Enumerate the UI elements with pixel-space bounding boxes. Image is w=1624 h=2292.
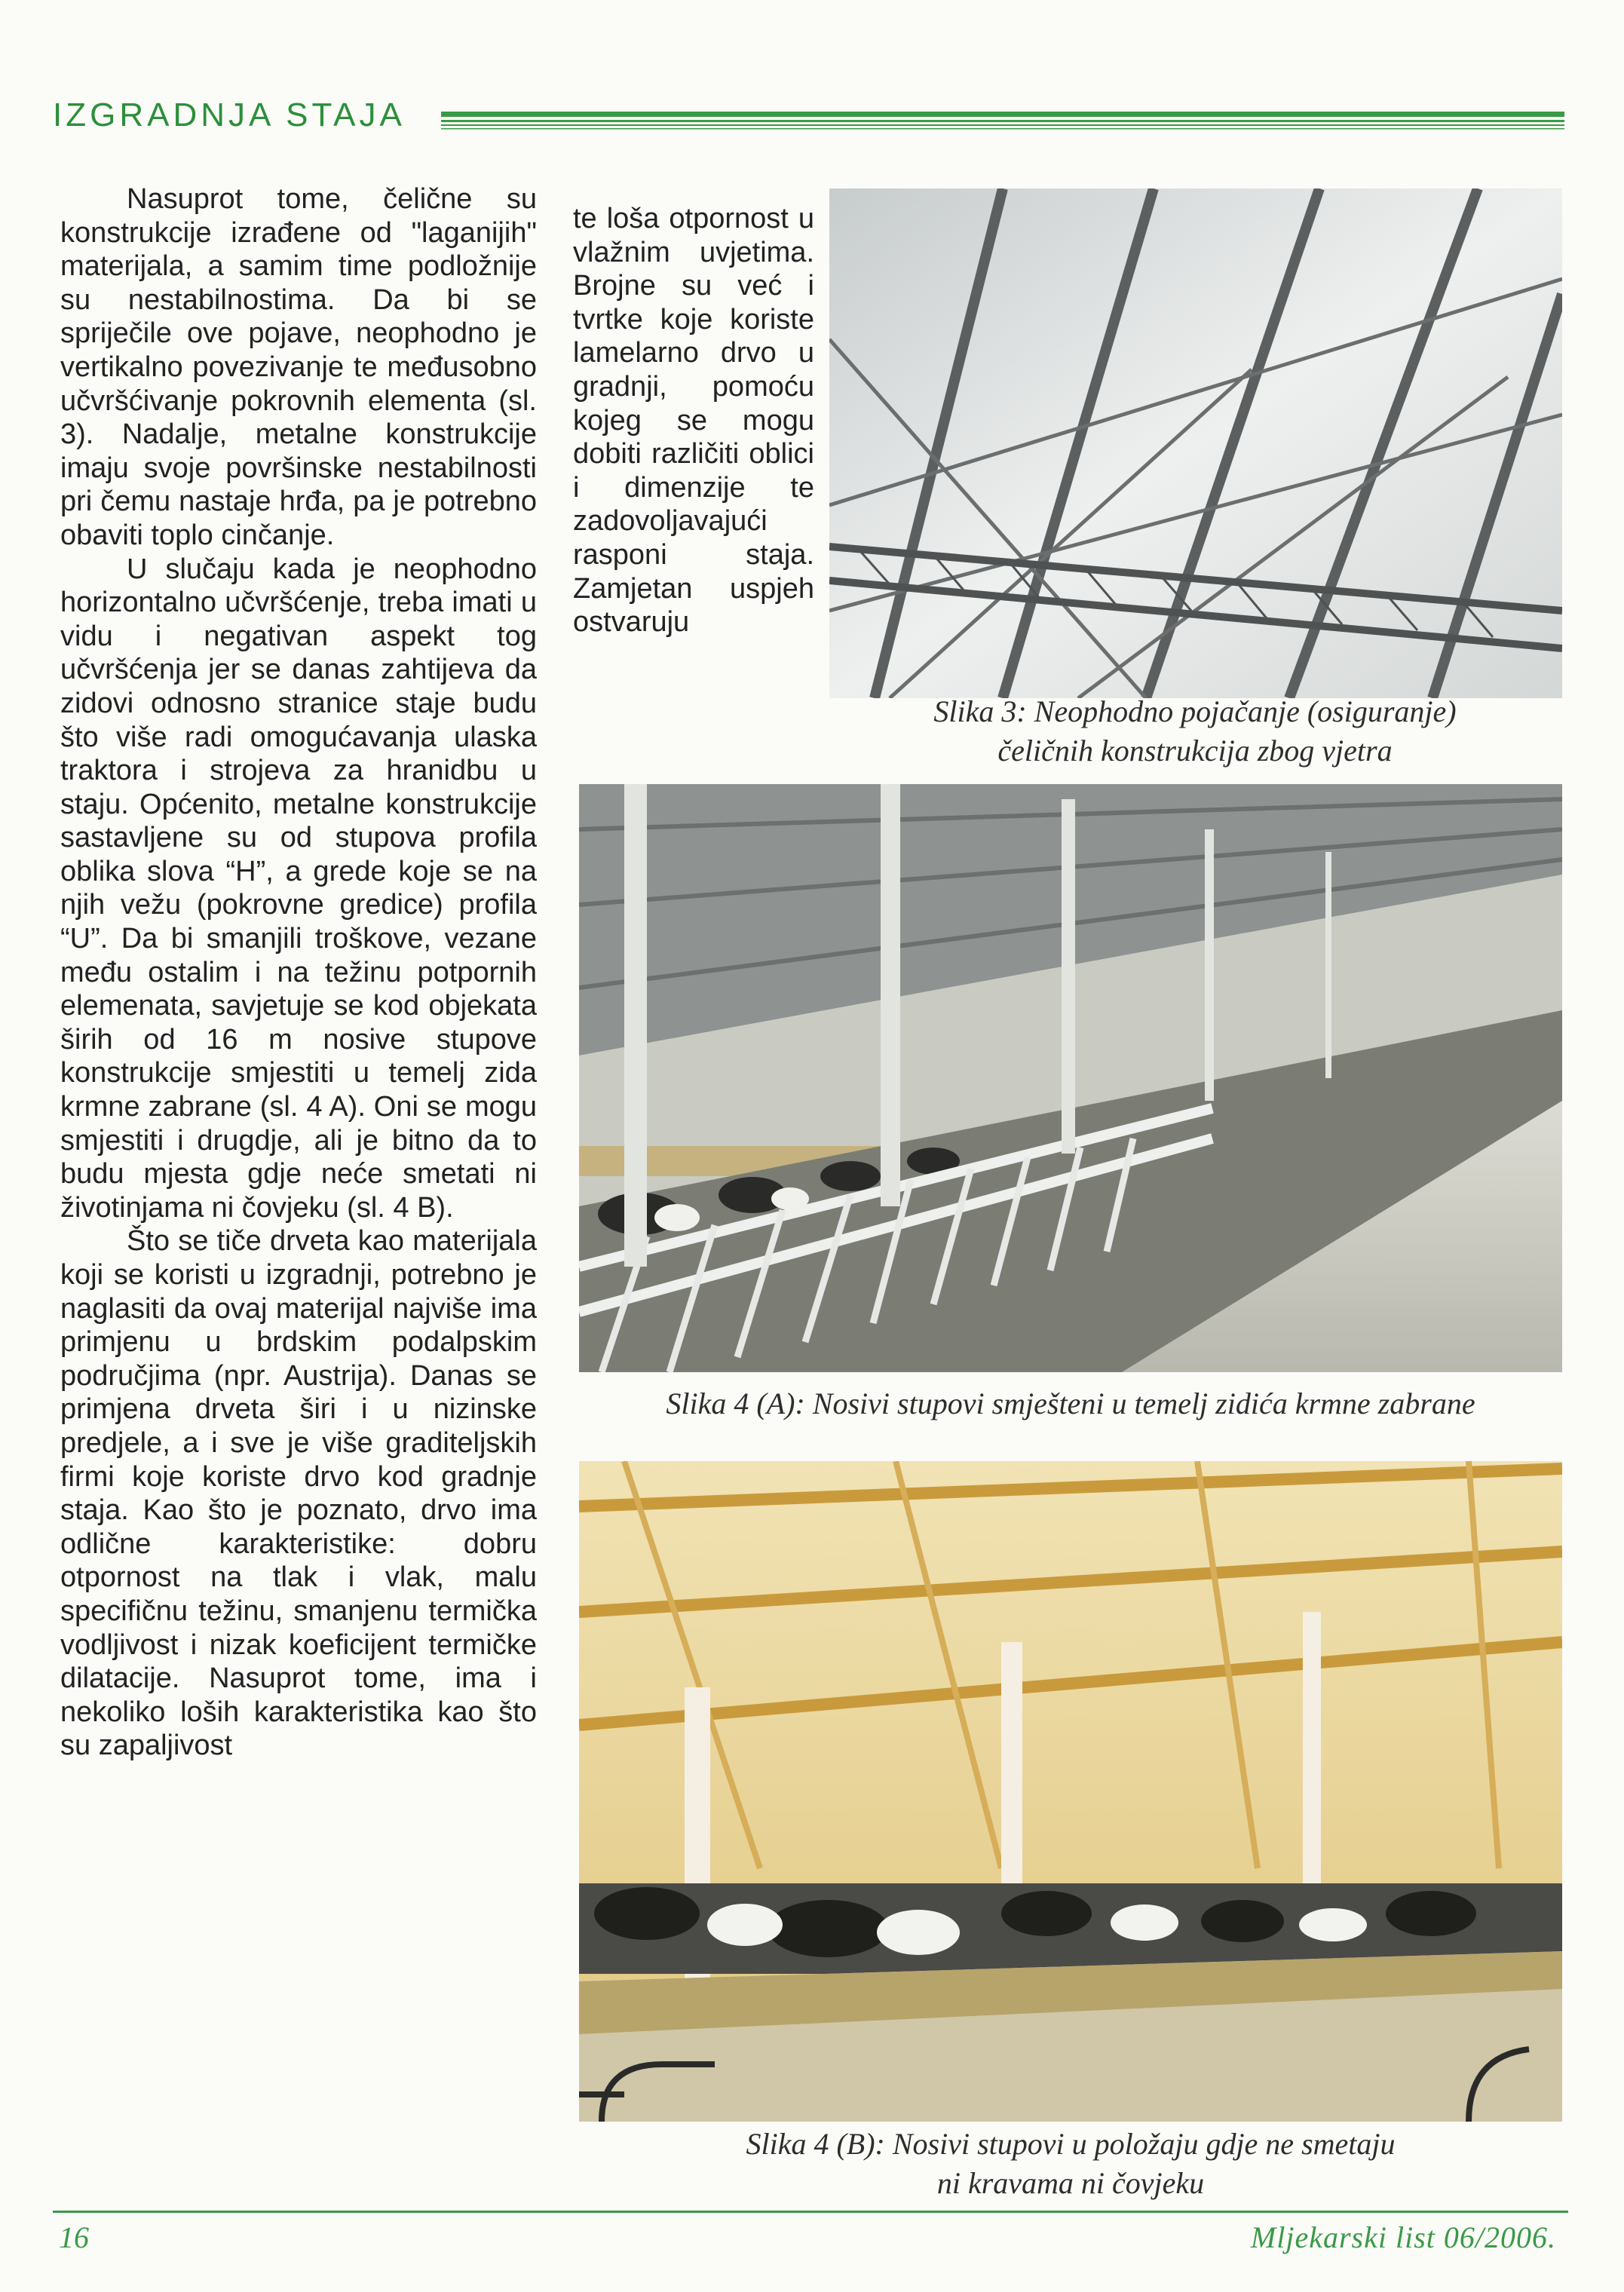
footer-rule [53, 2209, 1568, 2215]
figure-4a-photo [579, 784, 1562, 1372]
paragraph-3: Što se tiče drveta kao materijala koji se koristi u izgradnji, potrebno je naglasiti da ovaj materijal najviše ima primjenu u brdskim podalpskim područjima (npr. Austrija). Danas se primjena drveta širi i u nizinske predjele, a i sve je više graditeljskih firmi koje koriste drvo kod gradnje staja. Kao što je poznato, drvo ima odlične karakteristike: dobru otpornost na tlak i vlak, malu specifičnu težinu, smanjenu termička vodljivost i nizak koeficijent termičke dilatacije. Nasuprot tome, ima i nekoliko loših karakteristika kao što su zapaljivost [60, 1225, 537, 1762]
figure-4b-photo [579, 1461, 1562, 2122]
middle-paragraph: te loša otpornost u vlažnim uvjetima. Brojne su već i tvrtke koje koriste lamelarno drvo u gradnji, pomoću kojeg se mogu dobiti različiti oblici i dimenzije te zadovoljavajući rasponi staja. Zamjetan uspjeh ostvaruju [573, 203, 814, 639]
left-column [60, 182, 537, 1763]
paragraph-1: Nasuprot tome, čelične su konstrukcije izrađene od "laganijih" materijala, a samim time podložnije su nestabilnostima. Da bi se spriječile ove pojave, neophodno je vertikalno povezivanje te međusobno učvršćivanje pokrovnih elementa (sl. 3). Nadalje, metalne konstrukcije imaju svoje površinske nestabilnosti pri čemu nastaje hrđa, pa je potrebno obaviti toplo cinčanje. [60, 183, 537, 551]
middle-column [573, 202, 814, 639]
journal-name: Mljekarski list 06/2006. [1250, 2220, 1556, 2254]
paragraph-2: U slučaju kada je neophodno horizontalno učvršćenje, treba imati u vidu i negativan aspekt tog učvršćenja jer se danas zahtijeva da zidovi odnosno stranice staje budu što više radi omogućavanja ulaska traktora i strojeva za hranidbu u staju. Općenito, metalne konstrukcije sastavljene su od stupova profila oblika slova “H”, a grede koje se na njih vežu (pokrovne gredice) profila “U”. Da bi smanjili troškove, vezane među ostalim i na težinu potpornih elemenata, savjetuje se kod objekata širih od 16 m nosive stupove konstrukcije smjestiti u temelj zida krmne zabrane (sl. 4 A). Oni se mogu smjestiti i drugdje, ali je bitno da to budu mjesta gdje neće smetati ni životinjama ni čovjeku (sl. 4 B). [60, 553, 537, 1224]
figure-3-caption [844, 692, 1546, 771]
figure-3-caption-line-2: čeličnih konstrukcija zbog vjetra [997, 734, 1393, 768]
figure-4b-caption-line-1: Slika 4 (B): Nosivi stupovi u položaju gdje ne smetaju [746, 2127, 1396, 2161]
page-number: 16 [59, 2220, 89, 2254]
figure-4a-caption: Slika 4 (A): Nosivi stupovi smješteni u temelj zidića krmne zabrane [666, 1387, 1475, 1420]
figure-3-photo [829, 188, 1562, 698]
figure-4b-caption-line-2: ni kravama ni čovjeku [936, 2166, 1205, 2200]
header-rule [441, 106, 1564, 136]
figure-4b-caption [579, 2125, 1562, 2203]
figure-3-caption-line-1: Slika 3: Neophodno pojačanje (osiguranje) [933, 694, 1457, 728]
section-title: IZGRADNJA STAJA [53, 97, 406, 133]
